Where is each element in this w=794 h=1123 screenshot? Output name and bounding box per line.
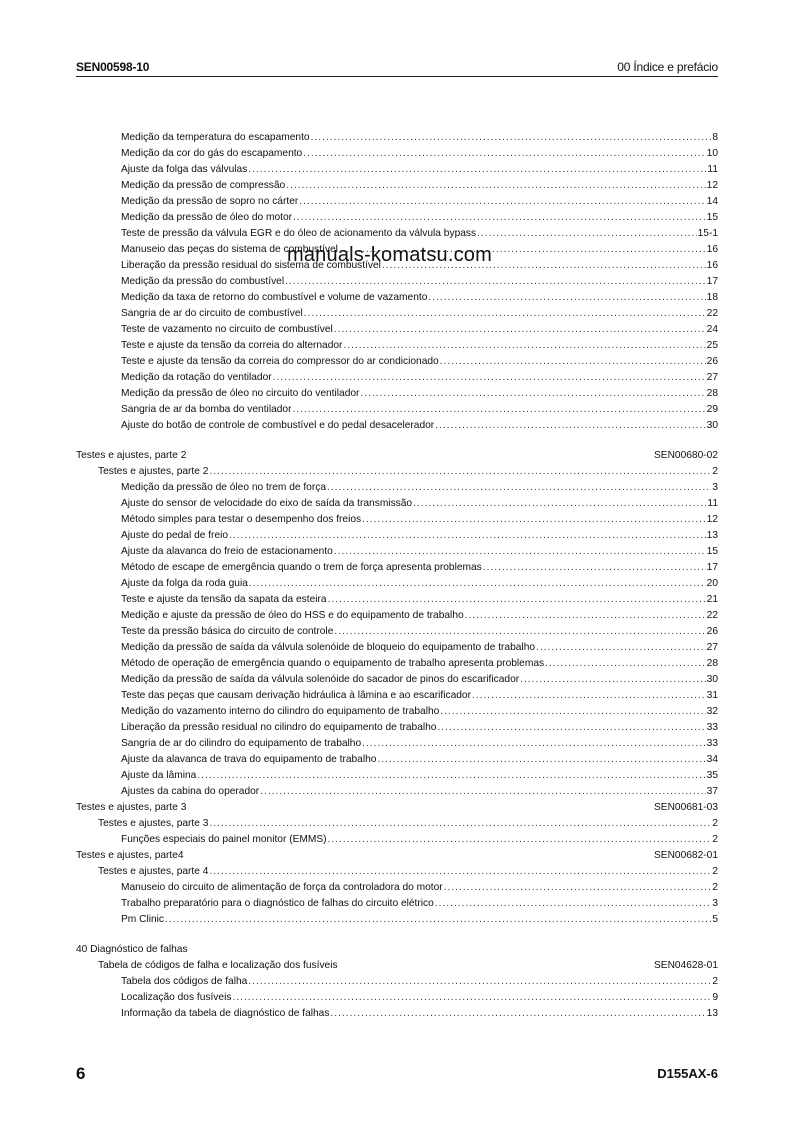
- entry-page: 3: [712, 482, 718, 493]
- entry-page: 2: [712, 834, 718, 845]
- entry-title: Testes e ajustes, parte 3: [76, 802, 187, 813]
- toc-entry[interactable]: [76, 974, 718, 990]
- dot-leader: [440, 704, 705, 720]
- dot-leader: [311, 130, 712, 146]
- dot-leader: [377, 752, 705, 768]
- entry-page: 14: [706, 196, 718, 207]
- toc-entry[interactable]: [76, 146, 718, 162]
- toc-subsection[interactable]: [76, 864, 718, 880]
- entry-page: 2: [712, 866, 718, 877]
- document-ref-code: SEN00680-02: [653, 450, 718, 461]
- dot-leader: [232, 990, 711, 1006]
- toc-entry[interactable]: [76, 672, 718, 688]
- toc-entry[interactable]: [76, 338, 718, 354]
- entry-title: Medição da taxa de retorno do combustível e volume de vazamento: [121, 292, 428, 303]
- entry-title: Ajuste da alavanca do freio de estacionamento: [121, 546, 333, 557]
- dot-leader: [285, 274, 706, 290]
- entry-title: Testes e ajustes, parte 4: [98, 866, 209, 877]
- toc-entry[interactable]: [76, 720, 718, 736]
- toc-section-heading[interactable]: [76, 448, 718, 464]
- entry-title: Testes e ajustes, parte 2: [76, 450, 187, 461]
- entry-page: 18: [706, 292, 718, 303]
- entry-title: Medição da cor do gás do escapamento: [121, 148, 303, 159]
- entry-title: Medição da temperatura do escapamento: [121, 132, 310, 143]
- entry-title: Ajuste do pedal de freio: [121, 530, 229, 541]
- toc-subsection[interactable]: [76, 816, 718, 832]
- toc-entry[interactable]: [76, 480, 718, 496]
- entry-title: Medição da pressão de óleo no circuito do ventilador: [121, 388, 360, 399]
- toc-entry[interactable]: [76, 544, 718, 560]
- entry-title: Manuseio do circuito de alimentação de força da controladora do motor: [121, 882, 443, 893]
- toc-entry[interactable]: [76, 688, 718, 704]
- dot-leader: [248, 162, 706, 178]
- entry-page: 24: [706, 324, 718, 335]
- toc-entry[interactable]: [76, 736, 718, 752]
- dot-leader: [273, 370, 706, 386]
- toc-entry[interactable]: [76, 784, 718, 800]
- entry-page: 27: [706, 642, 718, 653]
- entry-title: Sangria de ar do cilindro do equipamento de trabalho: [121, 738, 362, 749]
- entry-title: Informação da tabela de diagnóstico de falhas: [121, 1008, 330, 1019]
- entry-title: Ajuste da folga da roda guia: [121, 578, 248, 589]
- toc-subsection[interactable]: [76, 958, 718, 974]
- entry-page: 35: [706, 770, 718, 781]
- toc-entry[interactable]: [76, 656, 718, 672]
- toc-entry[interactable]: [76, 418, 718, 434]
- section-title: 00 Índice e prefácio: [617, 60, 718, 74]
- dot-leader: [343, 338, 705, 354]
- entry-page: 17: [706, 276, 718, 287]
- entry-title: Medição do vazamento interno do cilindro do equipamento de trabalho: [121, 706, 440, 717]
- entry-page: 2: [712, 976, 718, 987]
- dot-leader: [197, 768, 705, 784]
- spacer: [76, 928, 718, 942]
- entry-title: Medição da pressão de compressão: [121, 180, 286, 191]
- toc-entry[interactable]: [76, 896, 718, 912]
- entry-title: Liberação da pressão residual do sistema de combustível: [121, 260, 381, 271]
- dot-leader: [413, 496, 706, 512]
- dot-leader: [229, 528, 706, 544]
- entry-page: 16: [706, 244, 718, 255]
- dot-leader: [330, 1006, 705, 1022]
- entry-page: 33: [706, 722, 718, 733]
- entry-title: Teste e ajuste da tensão da correia do alternador: [121, 340, 343, 351]
- dot-leader: [440, 354, 706, 370]
- dot-leader: [249, 576, 706, 592]
- dot-leader: [334, 624, 705, 640]
- toc-section-heading[interactable]: [76, 800, 718, 816]
- document-ref-code: SEN00681-03: [653, 802, 718, 813]
- watermark-text: manuals-komatsu.com: [287, 244, 492, 266]
- entry-title: Ajustes da cabina do operador: [121, 786, 260, 797]
- entry-title: Ajuste do botão de controle de combustível e do pedal desacelerador: [121, 420, 435, 431]
- dot-leader: [260, 784, 705, 800]
- toc-entry[interactable]: [76, 496, 718, 512]
- toc-entry[interactable]: [76, 640, 718, 656]
- dot-leader: [362, 512, 706, 528]
- entry-page: 22: [706, 610, 718, 621]
- entry-title: Tabela de códigos de falha e localização dos fusíveis: [98, 960, 338, 971]
- dot-leader: [477, 226, 697, 242]
- toc-entry[interactable]: [76, 990, 718, 1006]
- dot-leader: [334, 322, 706, 338]
- toc-entry[interactable]: [76, 306, 718, 322]
- toc-entry[interactable]: [76, 704, 718, 720]
- entry-title: Teste e ajuste da tensão da sapata da esteira: [121, 594, 327, 605]
- toc-chapter-heading: [76, 942, 718, 958]
- entry-page: 22: [706, 308, 718, 319]
- entry-title: Método de operação de emergência quando o equipamento de trabalho apresenta problemas: [121, 658, 545, 669]
- entry-title: Medição da pressão de saída da válvula solenóide do sacador de pinos do escarificador: [121, 674, 520, 685]
- entry-page: 9: [712, 992, 718, 1003]
- toc-entry[interactable]: [76, 322, 718, 338]
- entry-title: Ajuste da lâmina: [121, 770, 197, 781]
- entry-page: 28: [706, 658, 718, 669]
- dot-leader: [304, 306, 706, 322]
- dot-leader: [444, 880, 712, 896]
- dot-leader: [209, 864, 711, 880]
- entry-title: Método de escape de emergência quando o trem de força apresenta problemas: [121, 562, 482, 573]
- entry-title: Medição da pressão do combustível: [121, 276, 285, 287]
- entry-title: Medição da pressão de óleo do motor: [121, 212, 293, 223]
- entry-title: Teste da pressão básica do circuito de controle: [121, 626, 334, 637]
- entry-title: Método simples para testar o desempenho dos freios: [121, 514, 362, 525]
- toc-entry[interactable]: [76, 912, 718, 928]
- dot-leader: [303, 146, 705, 162]
- toc-entry[interactable]: [76, 880, 718, 896]
- dot-leader: [360, 386, 705, 402]
- toc-entry[interactable]: [76, 768, 718, 784]
- toc-entry[interactable]: [76, 512, 718, 528]
- entry-page: 26: [706, 356, 718, 367]
- entry-page: 11: [707, 498, 718, 509]
- entry-page: 25: [706, 340, 718, 351]
- toc-entry[interactable]: [76, 592, 718, 608]
- dot-leader: [465, 608, 706, 624]
- toc-entry[interactable]: [76, 560, 718, 576]
- entry-title: Tabela dos códigos de falha: [121, 976, 248, 987]
- dot-leader: [472, 688, 706, 704]
- entry-title: Pm Clinic: [121, 914, 165, 925]
- toc-entry[interactable]: [76, 752, 718, 768]
- dot-leader: [248, 974, 711, 990]
- entry-title: Sangria de ar da bomba do ventilador: [121, 404, 292, 415]
- document-ref-code: SEN04628-01: [653, 960, 718, 971]
- entry-page: 33: [706, 738, 718, 749]
- entry-page: 5: [712, 914, 718, 925]
- toc-entry[interactable]: [76, 290, 718, 306]
- entry-page: 34: [706, 754, 718, 765]
- toc-entry[interactable]: [76, 130, 718, 146]
- entry-title: Teste e ajuste da tensão da correia do compressor do ar condicionado: [121, 356, 439, 367]
- entry-title: Testes e ajustes, parte 2: [98, 466, 209, 477]
- entry-title: Manuseio das peças do sistema de combustível: [121, 244, 338, 255]
- entry-page: 8: [712, 132, 718, 143]
- document-ref-code: SEN00682-01: [653, 850, 718, 861]
- toc-entry[interactable]: [76, 576, 718, 592]
- entry-title: Testes e ajustes, parte 3: [98, 818, 209, 829]
- entry-title: Medição da pressão de óleo no trem de força: [121, 482, 327, 493]
- toc-entry[interactable]: [76, 624, 718, 640]
- entry-page: 20: [706, 578, 718, 589]
- dot-leader: [437, 720, 705, 736]
- dot-leader: [328, 832, 712, 848]
- toc-entry[interactable]: [76, 178, 718, 194]
- machine-model: D155AX-6: [657, 1066, 718, 1081]
- entry-title: Ajuste do sensor de velocidade do eixo de saída da transmissão: [121, 498, 413, 509]
- dot-leader: [292, 402, 705, 418]
- dot-leader: [209, 816, 711, 832]
- entry-page: 3: [712, 898, 718, 909]
- header-divider: [76, 76, 718, 77]
- entry-page: 12: [706, 514, 718, 525]
- entry-page: 10: [706, 148, 718, 159]
- dot-leader: [536, 640, 706, 656]
- dot-leader: [520, 672, 706, 688]
- dot-leader: [334, 544, 706, 560]
- entry-page: 2: [712, 818, 718, 829]
- dot-leader: [545, 656, 706, 672]
- toc-entry[interactable]: [76, 194, 718, 210]
- toc-entry[interactable]: [76, 274, 718, 290]
- entry-page: 15-1: [697, 228, 718, 239]
- entry-page: 12: [706, 180, 718, 191]
- section-heading: 40 Diagnóstico de falhas: [76, 944, 188, 955]
- entry-title: Teste das peças que causam derivação hidráulica à lâmina e ao escarificador: [121, 690, 471, 701]
- spacer: [76, 434, 718, 448]
- entry-title: Liberação da pressão residual no cilindro do equipamento de trabalho: [121, 722, 437, 733]
- dot-leader: [209, 464, 711, 480]
- entry-page: 32: [706, 706, 718, 717]
- dot-leader: [293, 210, 706, 226]
- entry-page: 15: [706, 546, 718, 557]
- toc-entry[interactable]: [76, 528, 718, 544]
- toc-subsection[interactable]: [76, 464, 718, 480]
- entry-title: Medição e ajuste da pressão de óleo do HSS e do equipamento de trabalho: [121, 610, 464, 621]
- dot-leader: [483, 560, 706, 576]
- dot-leader: [428, 290, 705, 306]
- toc-entry[interactable]: [76, 402, 718, 418]
- entry-page: 13: [706, 1008, 718, 1019]
- entry-title: Teste de pressão da válvula EGR e do óleo de acionamento da válvula bypass: [121, 228, 477, 239]
- toc-entry[interactable]: [76, 370, 718, 386]
- toc-entry[interactable]: [76, 608, 718, 624]
- entry-page: 31: [706, 690, 718, 701]
- entry-page: 2: [712, 882, 718, 893]
- entry-page: 27: [706, 372, 718, 383]
- toc-entry[interactable]: [76, 162, 718, 178]
- toc-entry[interactable]: [76, 210, 718, 226]
- entry-page: 2: [712, 466, 718, 477]
- entry-page: 15: [706, 212, 718, 223]
- entry-title: Teste de vazamento no circuito de combustível: [121, 324, 333, 335]
- dot-leader: [299, 194, 705, 210]
- entry-page: 37: [706, 786, 718, 797]
- document-code: SEN00598-10: [76, 60, 150, 74]
- toc-entry[interactable]: [76, 226, 718, 242]
- entry-page: 17: [706, 562, 718, 573]
- entry-title: Sangria de ar do circuito de combustível: [121, 308, 303, 319]
- entry-page: 26: [706, 626, 718, 637]
- entry-title: Medição da pressão de saída da válvula solenóide de bloqueio do equipamento de trabalho: [121, 642, 536, 653]
- entry-page: 21: [706, 594, 718, 605]
- entry-title: Ajuste da folga das válvulas: [121, 164, 248, 175]
- entry-title: Medição da pressão de sopro no cárter: [121, 196, 299, 207]
- toc-entry[interactable]: [76, 354, 718, 370]
- page-number: 6: [76, 1064, 86, 1083]
- entry-title: Ajuste da alavanca de trava do equipamento de trabalho: [121, 754, 377, 765]
- entry-page: 28: [706, 388, 718, 399]
- entry-page: 29: [706, 404, 718, 415]
- toc-entry[interactable]: [76, 832, 718, 848]
- entry-page: 13: [706, 530, 718, 541]
- entry-page: 30: [706, 420, 718, 431]
- dot-leader: [286, 178, 705, 194]
- dot-leader: [328, 592, 706, 608]
- entry-page: 30: [706, 674, 718, 685]
- entry-page: 11: [707, 164, 718, 175]
- entry-title: Funções especiais do painel monitor (EMMS): [121, 834, 327, 845]
- toc-entry[interactable]: [76, 386, 718, 402]
- dot-leader: [435, 896, 712, 912]
- entry-page: 16: [706, 260, 718, 271]
- entry-title: Localização dos fusíveis: [121, 992, 232, 1003]
- entry-title: Trabalho preparatório para o diagnóstico de falhas do circuito elétrico: [121, 898, 434, 909]
- toc-entry[interactable]: [76, 1006, 718, 1022]
- dot-leader: [435, 418, 705, 434]
- toc-section-heading[interactable]: [76, 848, 718, 864]
- dot-leader: [327, 480, 711, 496]
- dot-leader: [362, 736, 706, 752]
- entry-title: Medição da rotação do ventilador: [121, 372, 272, 383]
- dot-leader: [165, 912, 711, 928]
- entry-title: Testes e ajustes, parte4: [76, 850, 184, 861]
